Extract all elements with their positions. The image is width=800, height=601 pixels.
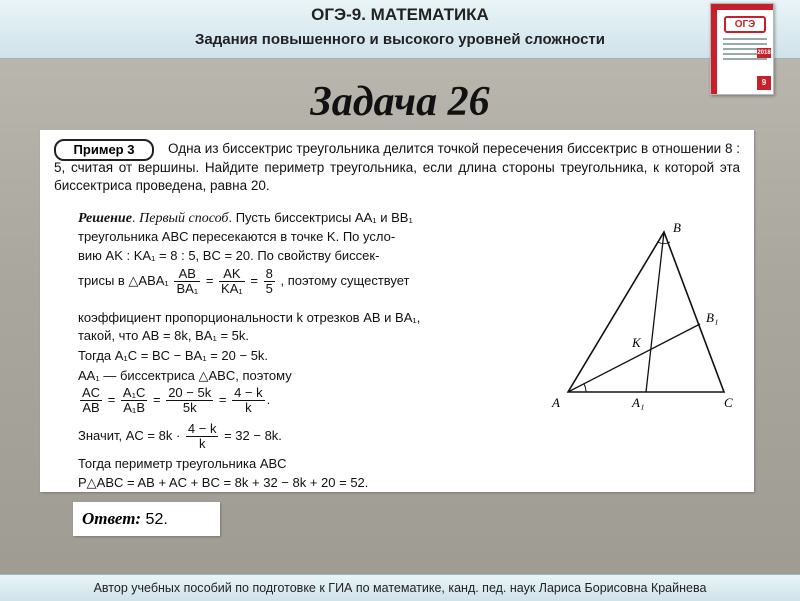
fraction-denominator: k (198, 436, 206, 451)
solution-line-5: коэффициент пропорциональности k отрезков AB и BA₁, (78, 310, 421, 325)
fraction-ak-ka1 (219, 267, 245, 296)
fraction-a1c-a1b (121, 386, 147, 415)
solution-line-7: Тогда A₁C = BC − BA₁ = 20 − 5k. (78, 348, 269, 363)
footer-author: Автор учебных пособий по подготовке к ГИА по математике, канд. пед. наук Лариса Борисовна Крайнева (0, 574, 800, 601)
label-k: K (632, 335, 641, 350)
fraction-ac-ab (80, 386, 102, 415)
fraction-numerator: 4 − k (187, 421, 217, 436)
label-b: B (673, 220, 681, 235)
fraction-ab-ba1 (174, 267, 200, 296)
fraction-numerator: AC (82, 385, 101, 400)
task-title: Задача 26 (310, 79, 490, 125)
solution-line-12: P△ABC = AB + AC + BC = 8k + 32 − 8k + 20 = 52. (78, 475, 369, 490)
header-bar (0, 0, 800, 59)
solution-text-4b: , поэтому существует (280, 272, 410, 288)
fraction-denominator: BA₁ (176, 281, 199, 296)
problem-text: Одна из биссектрис треугольника делится точкой пересечения биссектрис в отношении 8 : 5, считая от вершины. Найдите периметр треугольника, если длина стороны треугольника, к которой эта биссектриса проведена, равна 20. (54, 141, 740, 193)
fraction-denominator: AB (82, 400, 100, 415)
solution-line-6: такой, что AB = 8k, BA₁ = 5k. (78, 328, 250, 343)
solution-line-3: вию AK : KA₁ = 8 : 5, BC = 20. По свойству биссек- (78, 248, 380, 263)
solution-line-10 (78, 422, 282, 451)
fraction-denominator: 5k (182, 400, 197, 415)
solution-text-4a: трисы в △ABA₁ (78, 272, 169, 288)
fraction-numerator: 4 − k (234, 385, 263, 400)
book-grade-badge: 9 (757, 76, 771, 90)
equals-sign: = (152, 391, 161, 407)
solution-line-11: Тогда периметр треугольника ABC (78, 456, 287, 471)
example-label: Пример 3 (54, 139, 154, 161)
fraction-denominator: A₁B (123, 400, 145, 415)
problem-panel (40, 130, 754, 492)
fraction-denominator: 5 (265, 281, 273, 296)
header-title: ОГЭ-9. МАТЕМАТИКА (311, 5, 489, 24)
solution-line-9 (78, 386, 270, 415)
solution-line-8: AA₁ — биссектриса △ABC, поэтому (78, 368, 292, 383)
book-logo: ОГЭ (724, 16, 766, 33)
period: . (266, 391, 271, 407)
fraction-numerator: 8 (265, 266, 273, 281)
solution-method: Первый способ (139, 211, 229, 226)
label-a: A (552, 395, 560, 410)
label-b1: B₁ (706, 310, 719, 325)
equals-sign: = (218, 391, 227, 407)
solution-line-1: Решение. Первый способ. Пусть биссектрисы AA₁ и BB₁ (78, 210, 413, 226)
fraction-8-5 (264, 267, 275, 296)
fraction-4-k (232, 386, 265, 415)
solution-line-4 (78, 267, 410, 296)
fraction-numerator: 20 − 5k (168, 385, 212, 400)
solution-text-1: . Пусть биссектрисы AA₁ и BB₁ (228, 210, 413, 225)
fraction-numerator: AB (174, 267, 200, 282)
fraction-numerator: AK (219, 267, 245, 282)
fraction-4-k-second (186, 422, 219, 451)
equals-sign: = (107, 391, 116, 407)
header-subtitle: Задания повышенного и высокого уровней сложности (194, 31, 606, 48)
angle-arc-a (584, 384, 586, 392)
fraction-numerator: A₁C (122, 385, 146, 400)
triangle-figure (548, 214, 748, 414)
solution-line-2: треугольника ABC пересекаются в точке K. По усло- (78, 229, 396, 244)
solution-text-10a: Значит, AC = 8k · (78, 427, 181, 443)
answer-label: Ответ: (82, 509, 142, 528)
answer-value: 52. (145, 511, 168, 528)
book-year-badge: 2018 (757, 50, 771, 56)
fraction-denominator: k (245, 400, 252, 415)
label-a1: A₁ (632, 395, 645, 410)
solution-text-10b: = 32 − 8k. (224, 427, 282, 443)
book-top-strip (717, 4, 773, 10)
answer-box (73, 502, 220, 536)
triangle-abc (568, 232, 724, 392)
fraction-denominator: KA₁ (221, 281, 243, 296)
fraction-20-5k (166, 386, 213, 415)
equals-sign: = (205, 272, 214, 288)
equals-sign: = (250, 272, 258, 288)
solution-heading: Решение (78, 211, 132, 226)
label-c: C (724, 395, 733, 410)
